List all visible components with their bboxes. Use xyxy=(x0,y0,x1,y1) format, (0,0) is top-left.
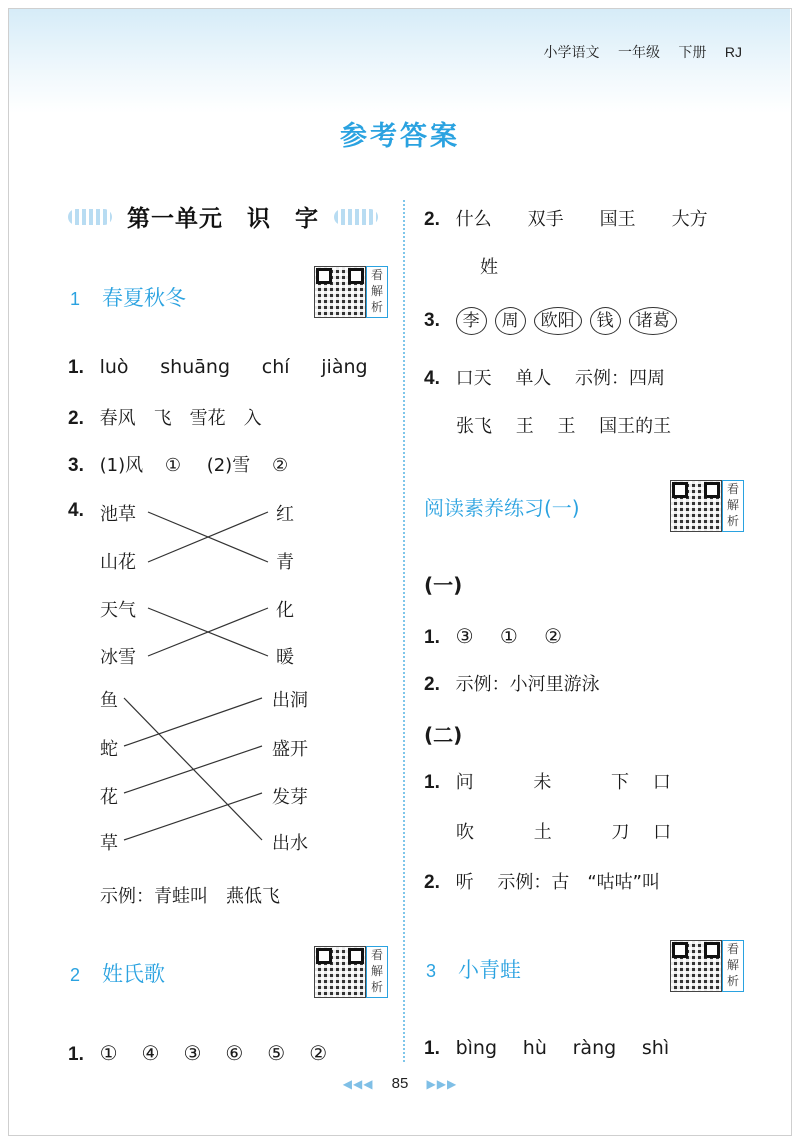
match-left-3: 天气 xyxy=(100,600,136,621)
pinyin-3: chí xyxy=(261,356,290,378)
lesson-2-number: 2 xyxy=(70,965,81,985)
part-2-q2-text: 听 示例：古 “咕咕”叫 xyxy=(455,872,660,893)
part-2-q1 xyxy=(424,768,671,794)
right-q4-num: 4. xyxy=(424,368,440,389)
match-left-2: 山花 xyxy=(100,552,136,573)
left-q3-b: (2)雪 xyxy=(206,455,251,476)
part-1-q1-text: ③ ① ② xyxy=(455,624,563,648)
part-2-label: (二) xyxy=(424,723,463,747)
circled-word-5: 诸葛 xyxy=(629,307,677,335)
right-q4-line2: 张飞 王 王 国王的王 xyxy=(456,416,672,437)
part-2-q1-line2: 吹 土 刀 口 xyxy=(456,822,672,843)
pinyin-1: luò xyxy=(99,356,129,378)
match-right-7: 发芽 xyxy=(272,787,308,808)
qr-code-reading[interactable] xyxy=(670,480,746,532)
part-1-q1 xyxy=(424,620,562,649)
reading-heading: 阅读素养练习(一) xyxy=(424,496,580,520)
lesson-3-title: 小青蛙 xyxy=(458,958,522,982)
right-q3-num: 3. xyxy=(424,310,440,331)
match-line-6 xyxy=(124,698,262,746)
lesson-3-heading xyxy=(426,954,521,984)
lesson-3-q1-num: 1. xyxy=(424,1038,440,1059)
match-right-8: 出水 xyxy=(272,833,308,854)
qr-icon xyxy=(670,940,722,992)
match-right-3: 化 xyxy=(276,600,294,621)
lesson-2-q1 xyxy=(68,1037,329,1066)
match-line-7 xyxy=(124,746,262,793)
unit-label: 第一单元 识 字 xyxy=(127,206,319,232)
match-right-4: 暖 xyxy=(276,647,294,668)
match-left-8: 草 xyxy=(100,833,118,854)
pinyin-hu: hù xyxy=(522,1037,547,1059)
lesson-3-q1 xyxy=(424,1037,669,1060)
page-number: 85 xyxy=(391,1075,409,1092)
circled-word-2: 周 xyxy=(495,307,526,335)
pinyin-2: shuāng xyxy=(160,356,231,378)
pinyin-shi: shì xyxy=(641,1037,670,1059)
qr-tag: 看解析 xyxy=(366,266,388,318)
header-volume: 下册 xyxy=(678,45,707,61)
match-left-7: 花 xyxy=(100,787,118,808)
part-1-q2-num: 2. xyxy=(424,674,440,695)
lesson-2-title: 姓氏歌 xyxy=(102,962,166,986)
prev-arrows-icon: ◀◀◀ xyxy=(342,1077,374,1091)
pinyin-rang: ràng xyxy=(572,1037,617,1059)
left-q3-b-answer: ② xyxy=(271,455,289,476)
match-line-8 xyxy=(124,793,262,840)
page-footer xyxy=(0,1075,800,1092)
part-2-q1-line1: 问 未 下 口 xyxy=(455,772,671,793)
match-left-4: 冰雪 xyxy=(100,647,136,668)
header-edition: RJ xyxy=(724,44,742,60)
page-title: 参考答案 xyxy=(340,121,460,152)
lesson-2-q1-text: ① ④ ③ ⑥ ⑤ ② xyxy=(99,1041,330,1065)
next-arrows-icon: ▶▶▶ xyxy=(426,1077,458,1091)
left-q2-num: 2. xyxy=(68,408,84,429)
match-right-6: 盛开 xyxy=(272,739,308,760)
match-left-1: 池草 xyxy=(100,504,136,525)
right-q4-line1: 口天 单人 示例：四周 xyxy=(455,368,666,389)
qr-icon xyxy=(670,480,722,532)
right-q4 xyxy=(424,364,665,390)
header-grade: 一年级 xyxy=(617,45,660,61)
right-q3 xyxy=(424,307,685,335)
match-left-6: 蛇 xyxy=(100,739,118,760)
circled-word-4: 钱 xyxy=(590,307,621,335)
circled-word-1: 李 xyxy=(456,307,487,335)
left-q3-a: (1)风 xyxy=(99,455,144,476)
lesson-2-q1-num: 1. xyxy=(68,1044,84,1065)
pinyin-4: jiàng xyxy=(321,356,368,378)
left-q4-num: 4. xyxy=(68,500,84,521)
part-1-q1-num: 1. xyxy=(424,627,440,648)
match-left-5: 鱼 xyxy=(100,690,118,711)
qr-tag: 看解析 xyxy=(722,940,744,992)
match-right-2: 青 xyxy=(276,552,294,573)
lesson-3-number: 3 xyxy=(426,961,437,981)
left-q2-text: 春风 飞 雪花 入 xyxy=(99,408,262,429)
left-q1-num: 1. xyxy=(68,357,84,378)
header-subject: 小学语文 xyxy=(543,45,600,61)
qr-icon xyxy=(314,946,366,998)
match-right-1: 红 xyxy=(276,504,294,525)
part-1-q2 xyxy=(424,670,600,696)
match-right-5: 出洞 xyxy=(272,690,308,711)
lesson-1-title: 春夏秋冬 xyxy=(102,286,187,310)
right-q2-num: 2. xyxy=(424,209,440,230)
right-q2-line2: 姓 xyxy=(480,257,498,278)
qr-tag: 看解析 xyxy=(366,946,388,998)
right-q2-line1: 什么 双手 国王 大方 xyxy=(455,209,708,230)
part-2-q2-num: 2. xyxy=(424,872,440,893)
qr-code-lesson-2[interactable] xyxy=(314,946,390,998)
left-q3-num: 3. xyxy=(68,455,84,476)
part-1-q2-text: 示例：小河里游泳 xyxy=(455,674,600,695)
pinyin-bing: bìng xyxy=(455,1037,498,1059)
left-q4-example: 示例：青蛙叫 燕低飞 xyxy=(100,886,280,907)
part-1-label: (一) xyxy=(424,573,463,597)
lesson-2-heading xyxy=(70,958,165,988)
right-q2 xyxy=(424,205,708,231)
qr-code-lesson-3[interactable] xyxy=(670,940,746,992)
lesson-1-number: 1 xyxy=(70,289,81,309)
part-2-q1-num: 1. xyxy=(424,772,440,793)
part-2-q2 xyxy=(424,868,660,894)
left-q3-a-answer: ① xyxy=(164,455,181,476)
qr-tag: 看解析 xyxy=(722,480,744,532)
circled-word-3: 欧阳 xyxy=(534,307,582,335)
